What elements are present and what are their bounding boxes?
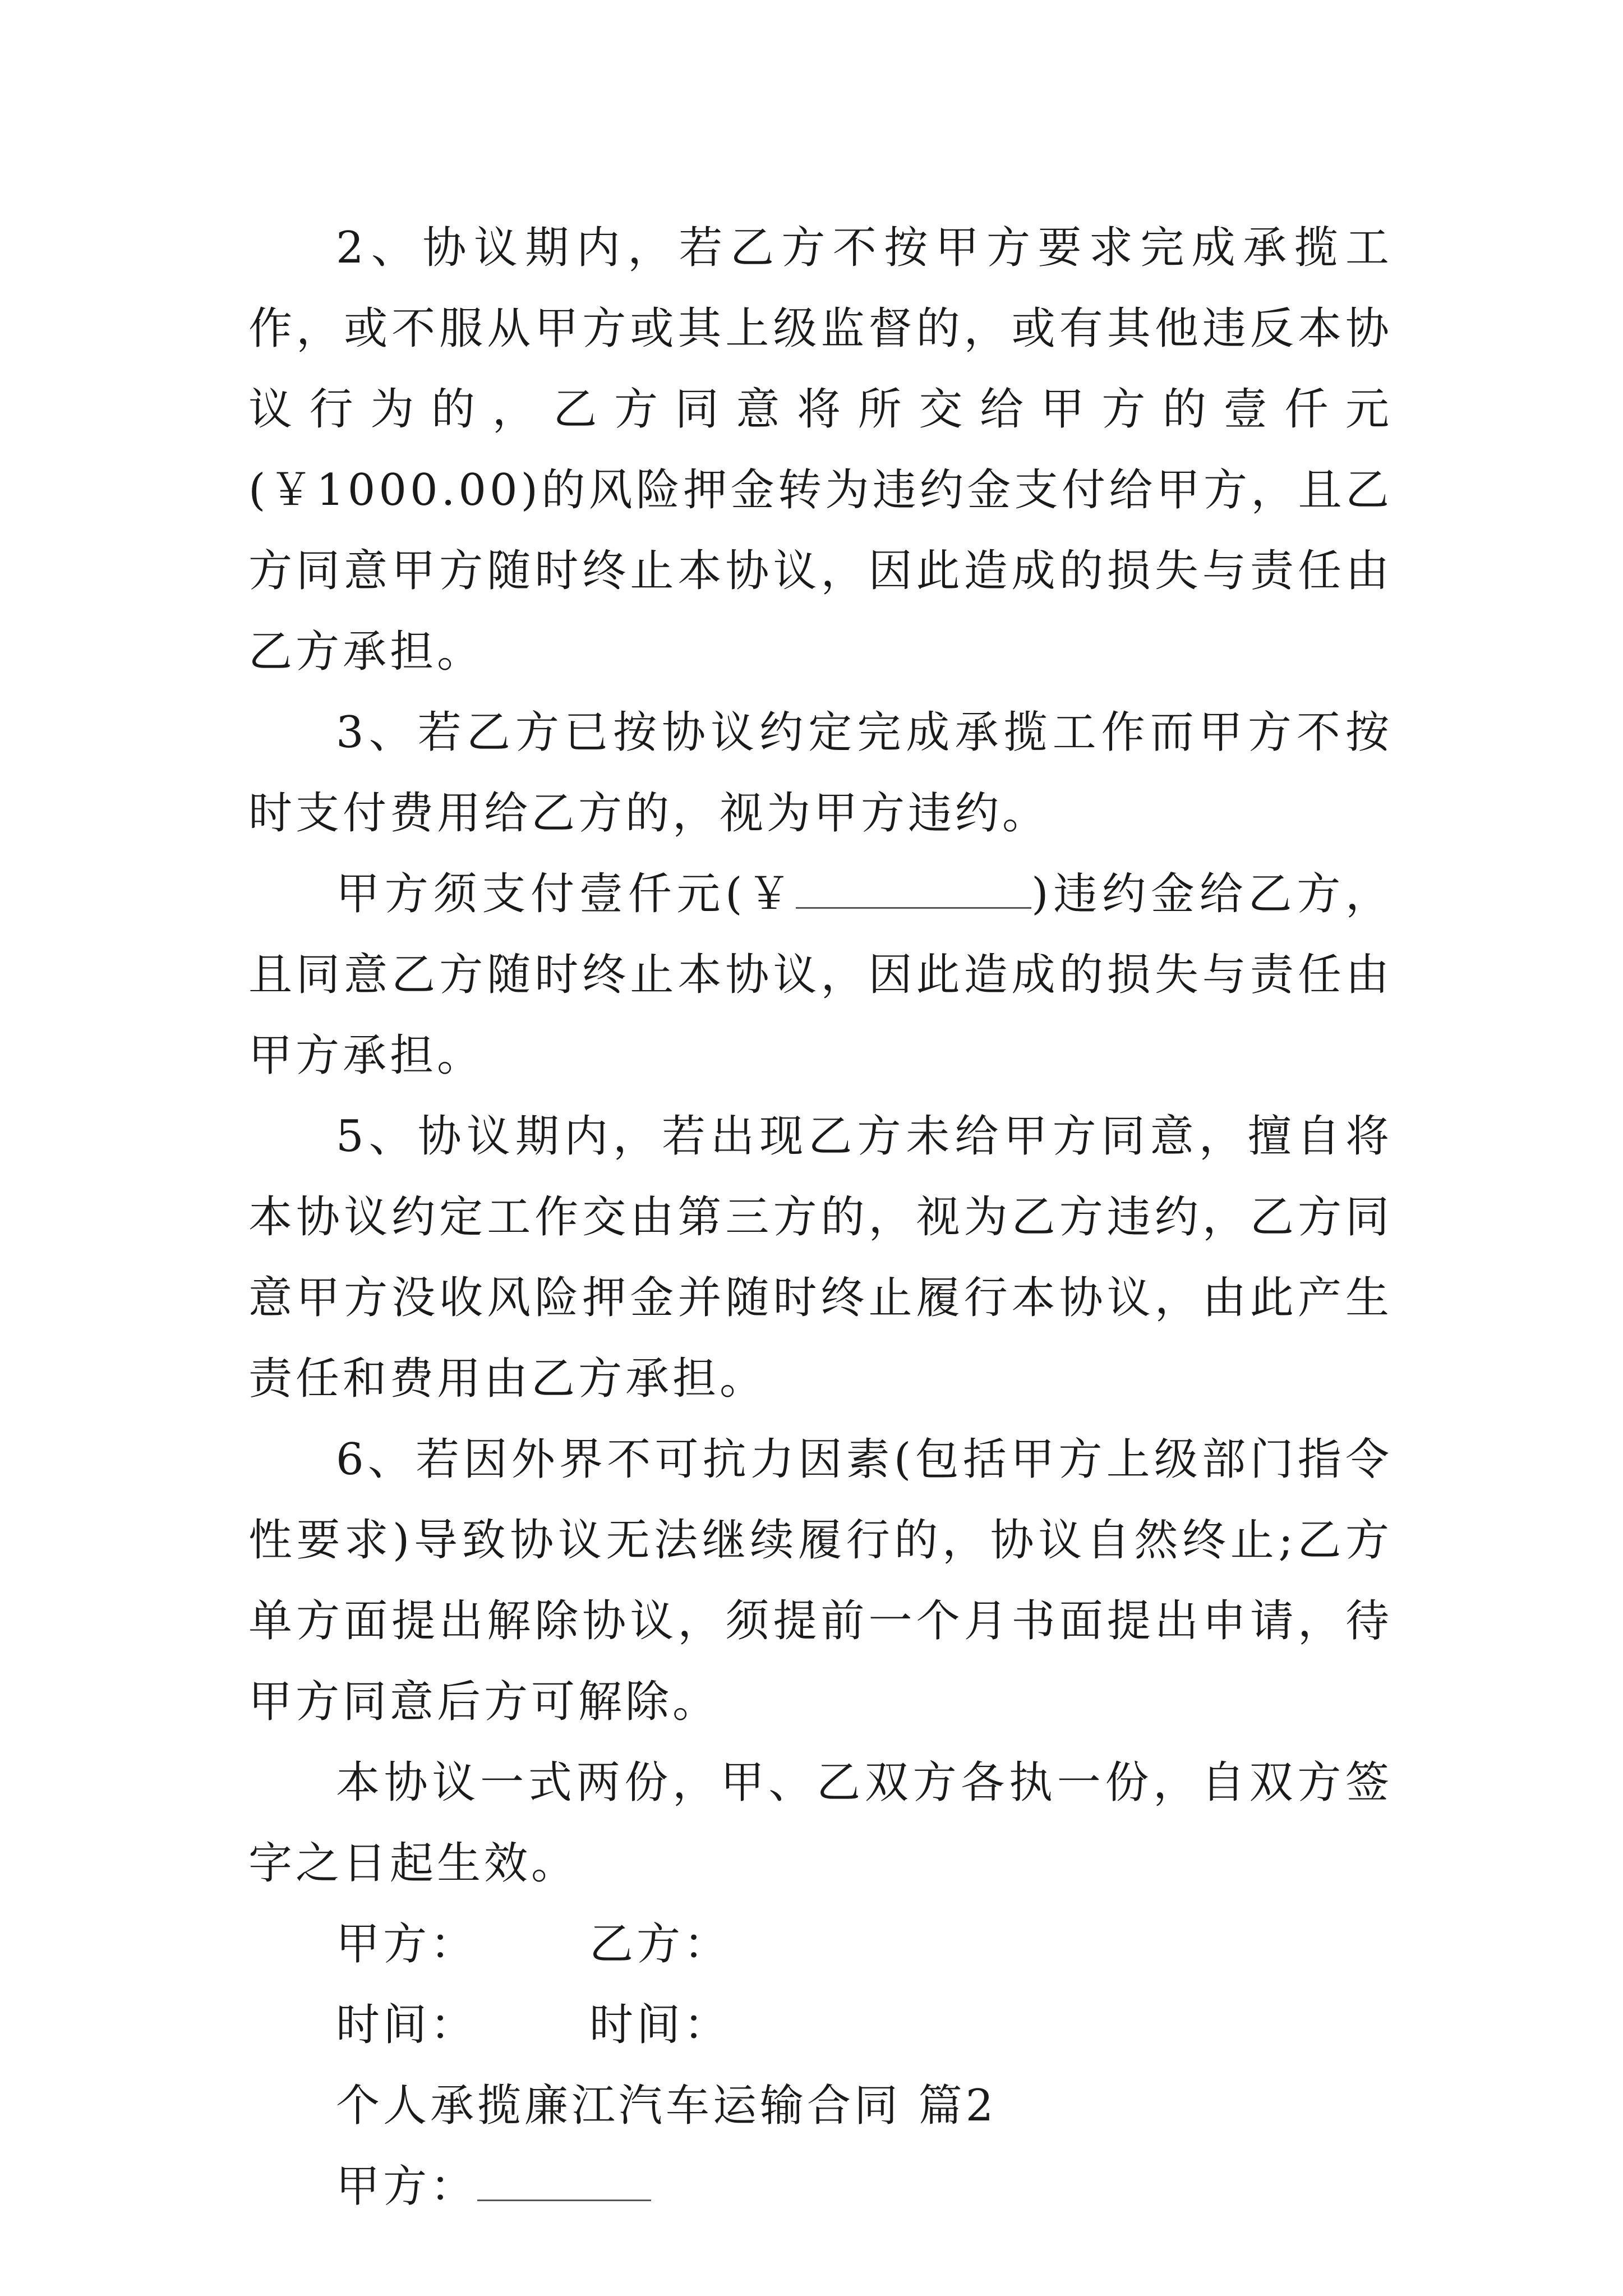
clause-2: 2、协议期内，若乙方不按甲方要求完成承揽工作，或不服从甲方或其上级监督的，或有其他违反本协议行为的，乙方同意将所交给甲方的壹仟元(￥1000.00)的风险押金转为违约金支付给甲方，且乙方同意甲方随时终止本协议，因此造成的损失与责任由乙方承担。 [248, 223, 1393, 677]
effective-clause: 本协议一式两份，甲、乙双方各执一份，自双方签字之日起生效。 [248, 1757, 1393, 1889]
clause-5: 5、协议期内，若出现乙方未给甲方同意，擅自将本协议约定工作交由第三方的，视为乙方违约，乙方同意甲方没收风险押金并随时终止履行本协议，由此产生责任和费用由乙方承担。 [248, 1111, 1393, 1404]
time-b-label: 时间： [589, 2000, 731, 2050]
clause-penalty [248, 854, 1393, 1096]
party-a-label: 甲方： [336, 1919, 478, 1970]
next-section-title: 个人承揽廉江汽车运输合同 篇2 [336, 2081, 997, 2131]
party-b-label: 乙方： [589, 1919, 731, 1970]
document-body [248, 208, 1393, 2227]
clause-penalty-text-end: )违约金给乙方，且同意乙方随时终止本协议，因此造成的损失与责任由甲方承担。 [248, 869, 1393, 1081]
amount-blank-line [796, 868, 1031, 909]
party-a-blank-line [477, 2160, 651, 2201]
time-a-label: 时间： [336, 2000, 478, 2050]
next-party-a-row [248, 2146, 1393, 2227]
clause-6: 6、若因外界不可抗力因素(包括甲方上级部门指令性要求)导致协议无法继续履行的，协议自然终止;乙方单方面提出解除协议，须提前一个月书面提出申请，待甲方同意后方可解除。 [248, 1434, 1393, 1727]
signature-parties-row [248, 1904, 1393, 1985]
next-party-a-label: 甲方： [336, 2161, 478, 2212]
clause-3: 3、若乙方已按协议约定完成承揽工作而甲方不按时支付费用给乙方的，视为甲方违约。 [248, 707, 1393, 839]
signature-time-row [248, 1985, 1393, 2065]
clause-penalty-text-start: 甲方须支付壹仟元(￥ [336, 869, 796, 919]
